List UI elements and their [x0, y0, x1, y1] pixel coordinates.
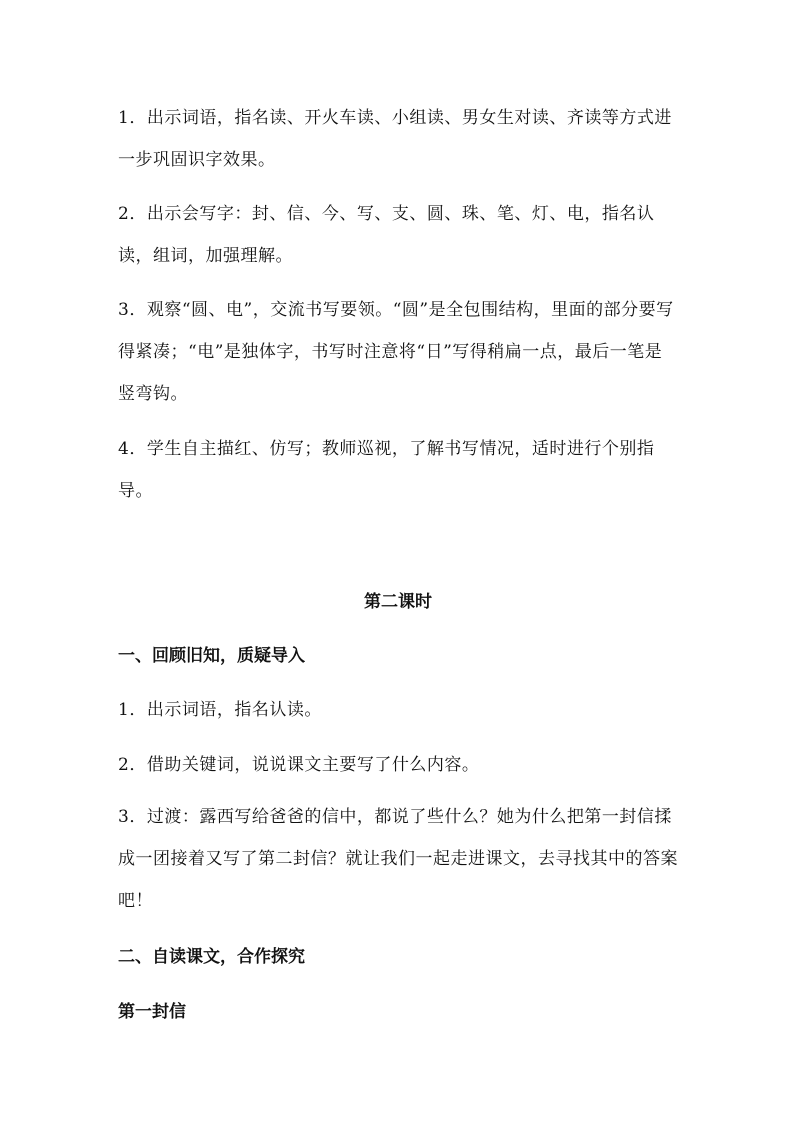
- section-heading-2: 二、自读课文，合作探究: [118, 947, 305, 967]
- paragraph-2: 2．出示会写字：封、信、今、写、支、圆、珠、笔、灯、电，指名认读，组词，加强理解。: [118, 204, 655, 266]
- lesson-title: 第二课时: [364, 592, 432, 612]
- paragraph-3: 3．观察“圆、电”，交流书写要领。“圆”是全包围结构，里面的部分要写得紧凑；“电”是独体字，书写时注意将“日”写得稍扁一点，最后一笔是竖弯钩。: [118, 300, 674, 404]
- section1-item-2: 2．借助关键词，说说课文主要写了什么内容。: [118, 755, 480, 775]
- section-heading-1: 一、回顾旧知，质疑导入: [118, 646, 305, 666]
- section1-item-3: 3．过渡：露西写给爸爸的信中，都说了些什么？她为什么把第一封信揉成一团接着又写了第二封信？就让我们一起走进课文，去寻找其中的答案吧！: [118, 807, 678, 911]
- subheading-first-letter: 第一封信: [118, 1002, 186, 1022]
- paragraph-4: 4．学生自主描红、仿写；教师巡视，了解书写情况，适时进行个别指导。: [118, 439, 655, 501]
- paragraph-1: 1．出示词语，指名读、开火车读、小组读、男女生对读、齐读等方式进一步巩固识字效果。: [118, 108, 672, 170]
- section1-item-1: 1．出示词语，指名认读。: [118, 700, 322, 720]
